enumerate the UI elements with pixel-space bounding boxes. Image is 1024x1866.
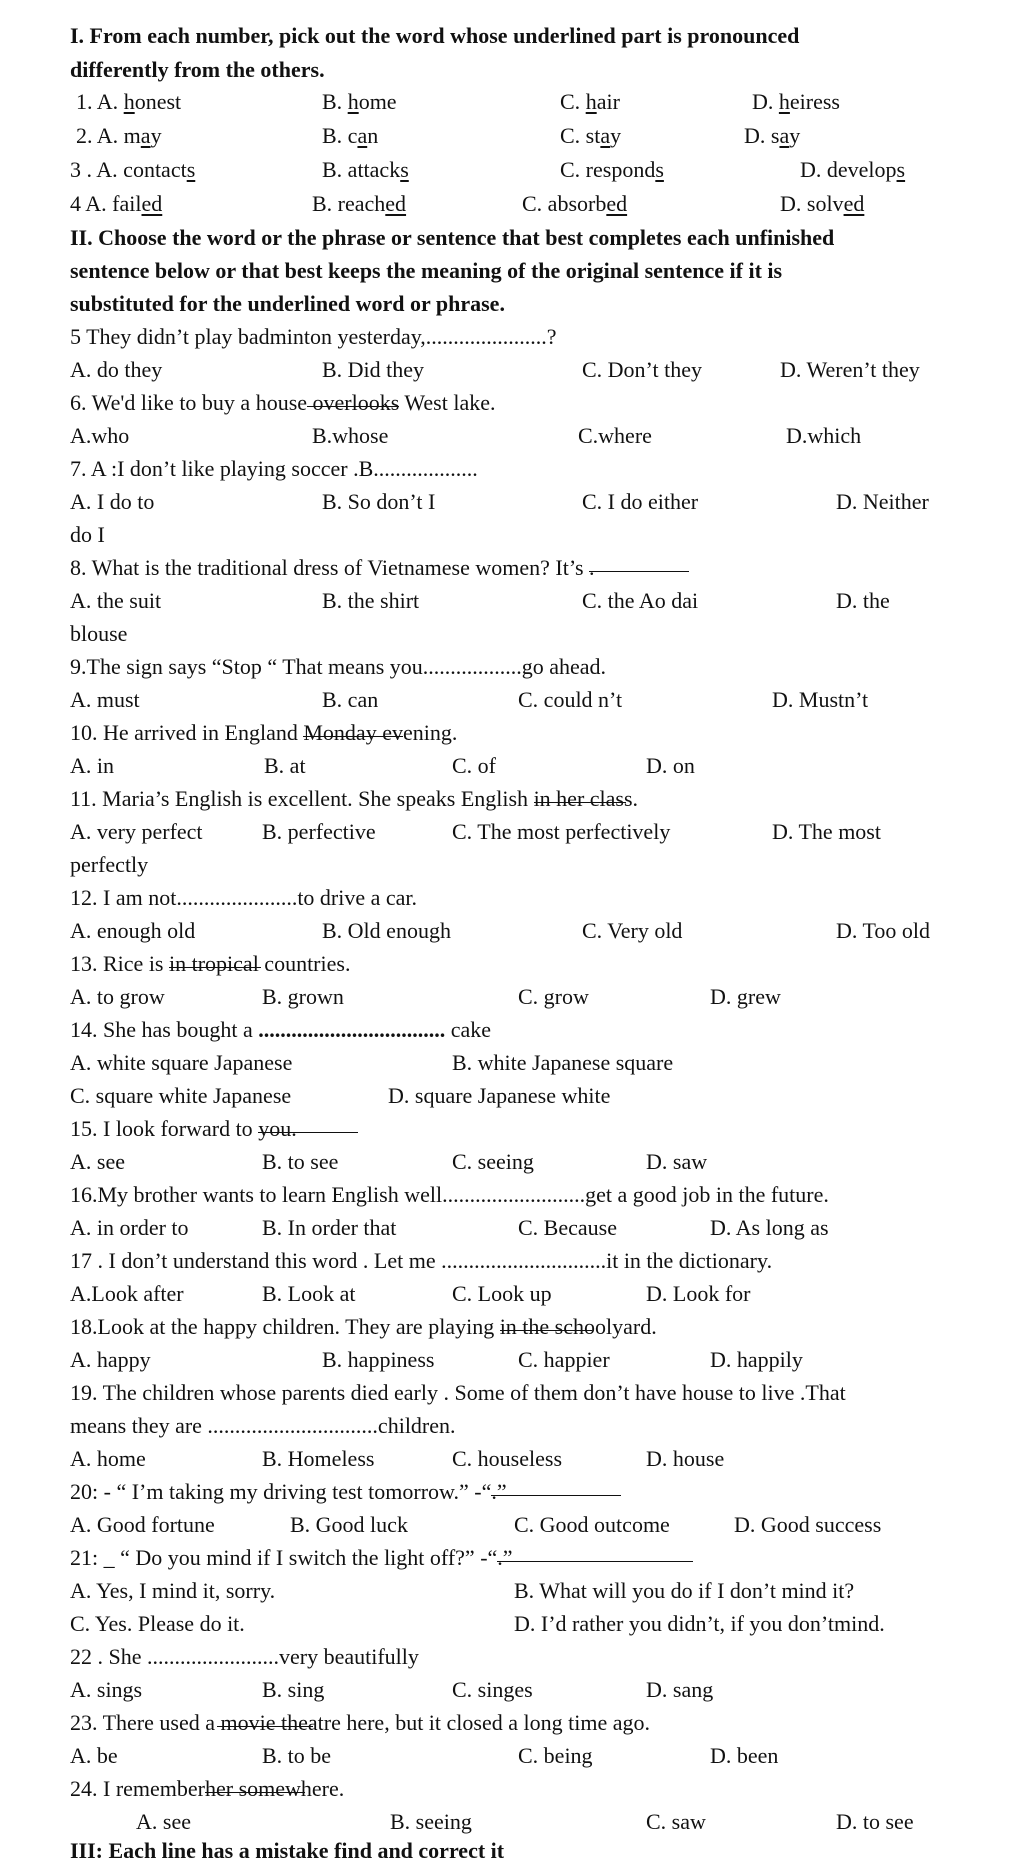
q16-option-a: A. in order to <box>70 1215 189 1240</box>
q22-option-d: D. sang <box>646 1677 714 1702</box>
q12-option-a: A. enough old <box>70 918 196 943</box>
q11-option-d: D. The most <box>772 819 881 844</box>
q2-option-d: D. say <box>744 123 801 148</box>
question-18-options <box>0 1345 1024 1375</box>
question-2 <box>0 121 1024 151</box>
question-5-stem: 5 They didn’t play badminton yesterday,......................? <box>70 324 557 349</box>
q4-option-a: 4 A. failed <box>70 191 163 216</box>
question-13-options <box>0 982 1024 1012</box>
question-24-options <box>0 1807 1024 1837</box>
question-9-options <box>0 685 1024 715</box>
q6-blank <box>307 388 399 407</box>
q16-option-d: D. As long as <box>710 1215 829 1240</box>
q18-stem: 18.Look at the happy children. They are playing in the schoolyard. <box>70 1314 657 1339</box>
q10-option-b: B. at <box>264 753 306 778</box>
q9-option-d: D. Mustn’t <box>772 687 869 712</box>
q23-blank <box>217 1708 313 1727</box>
question-1 <box>0 87 1024 117</box>
q22-option-c: C. singes <box>452 1677 533 1702</box>
q3-option-b: B. attacks <box>322 157 409 182</box>
question-21-stem <box>0 1543 1024 1573</box>
q14-option-d: D. square Japanese white <box>388 1083 611 1108</box>
question-15-stem <box>0 1114 1024 1144</box>
q14-option-c: C. square white Japanese <box>70 1083 292 1108</box>
q3-option-a: 3 . A. contacts <box>70 157 196 182</box>
q21-option-c: C. Yes. Please do it. <box>70 1611 245 1636</box>
q14-option-b: B. white Japanese square <box>452 1050 674 1075</box>
q10-option-c: C. of <box>452 753 496 778</box>
q8-option-a: A. the suit <box>70 588 162 613</box>
q7-option-a: A. I do to <box>70 489 155 514</box>
question-12-stem: 12. I am not......................to drive a car. <box>70 885 418 910</box>
q9-option-b: B. can <box>322 687 379 712</box>
q13-option-a: A. to grow <box>70 984 165 1009</box>
question-3 <box>0 155 1024 185</box>
q14-option-a: A. white square Japanese <box>70 1050 293 1075</box>
q5-option-c: C. Don’t they <box>582 357 702 382</box>
question-7-options <box>0 487 1024 517</box>
question-24-stem <box>0 1774 1024 1804</box>
q23-option-d: D. been <box>710 1743 779 1768</box>
q3-option-d: D. develops <box>800 157 906 182</box>
q4-option-c: C. absorbed <box>522 191 628 216</box>
q24-option-d: D. to see <box>836 1809 914 1834</box>
q18-blank <box>500 1312 592 1331</box>
q11-option-b: B. perfective <box>262 819 376 844</box>
q24-option-a: A. see <box>136 1809 191 1834</box>
q21-option-d: D. I’d rather you didn’t, if you don’tmind. <box>514 1611 885 1636</box>
q5-option-a: A. do they <box>70 357 163 382</box>
q1-option-d: D. heiress <box>752 89 840 114</box>
q15-stem: 15. I look forward to you. <box>70 1114 297 1144</box>
question-5-options <box>0 355 1024 385</box>
q20-option-d: D. Good success <box>734 1512 882 1537</box>
question-21-options-ab <box>0 1576 1024 1606</box>
question-19-stem2: means they are ...............................children. <box>70 1413 456 1438</box>
q11-option-a: A. very perfect <box>70 819 203 844</box>
question-10-options <box>0 751 1024 781</box>
q2-option-b: B. can <box>322 123 379 148</box>
question-8-stem <box>0 553 1024 583</box>
question-15-options <box>0 1147 1024 1177</box>
question-18-stem <box>0 1312 1024 1342</box>
question-6-stem <box>0 388 1024 418</box>
q2-option-a: 2. A. may <box>76 123 162 148</box>
q10-blank <box>303 718 403 737</box>
q1-option-b: B. home <box>322 89 397 114</box>
q12-option-c: C. Very old <box>582 918 683 943</box>
q9-option-a: A. must <box>70 687 140 712</box>
question-16-stem: 16.My brother wants to learn English well..........................get a good job in the future. <box>70 1182 829 1207</box>
q19-option-d: D. house <box>646 1446 725 1471</box>
q18-option-b: B. happiness <box>322 1347 435 1372</box>
q11-stem: 11. Maria’s English is excellent. She speaks English in her class. <box>70 786 639 811</box>
question-17-stem: 17 . I don’t understand this word . Let me ..............................it in the dictionary. <box>70 1248 773 1273</box>
q13-option-c: C. grow <box>518 984 589 1009</box>
q20-option-c: C. Good outcome <box>514 1512 670 1537</box>
question-17-options <box>0 1279 1024 1309</box>
q6-option-d: D.which <box>786 423 862 448</box>
q19-option-b: B. Homeless <box>262 1446 375 1471</box>
question-22-stem: 22 . She ........................very beautifully <box>70 1644 419 1669</box>
question-11-options <box>0 817 1024 847</box>
q1-option-c: C. hair <box>560 89 620 114</box>
q23-option-a: A. be <box>70 1743 118 1768</box>
q15-option-c: C. seeing <box>452 1149 534 1174</box>
q8-option-d: D. the <box>836 588 890 613</box>
q14-stem: 14. She has bought a .................................. cake <box>70 1017 491 1042</box>
q15-option-d: D. saw <box>646 1149 708 1174</box>
q13-option-d: D. grew <box>710 984 781 1009</box>
question-13-stem <box>0 949 1024 979</box>
q20-option-b: B. Good luck <box>290 1512 408 1537</box>
question-16-options <box>0 1213 1024 1243</box>
question-10-stem <box>0 718 1024 748</box>
q2-option-c: C. stay <box>560 123 622 148</box>
question-23-options <box>0 1741 1024 1771</box>
section1-title-line1: I. From each number, pick out the word whose underlined part is pronounced <box>70 23 800 48</box>
q17-option-d: D. Look for <box>646 1281 751 1306</box>
question-9-stem: 9.The sign says “Stop “ That means you..................go ahead. <box>70 654 607 679</box>
q24-option-c: C. saw <box>646 1809 706 1834</box>
question-8-options <box>0 586 1024 616</box>
question-11-wrap: perfectly <box>70 852 149 877</box>
q22-option-a: A. sings <box>70 1677 143 1702</box>
q18-option-c: C. happier <box>518 1347 610 1372</box>
q8-option-b: B. the shirt <box>322 588 420 613</box>
q19-option-a: A. home <box>70 1446 146 1471</box>
q23-option-b: B. to be <box>262 1743 332 1768</box>
q19-option-c: C. houseless <box>452 1446 562 1471</box>
section1-title-line2: differently from the others. <box>70 57 325 82</box>
q8-option-c: C. the Ao dai <box>582 588 699 613</box>
q4-option-d: D. solved <box>780 191 865 216</box>
question-14-options-ab <box>0 1048 1024 1078</box>
q17-option-a: A.Look after <box>70 1281 184 1306</box>
q21-blank <box>497 1543 693 1562</box>
q24-blank <box>205 1774 305 1793</box>
question-6-options <box>0 421 1024 451</box>
question-7-wrap: do I <box>70 522 105 547</box>
q11-option-c: C. The most perfectively <box>452 819 671 844</box>
q8-blank <box>589 553 689 572</box>
q5-option-d: D. Weren’t they <box>780 357 920 382</box>
q23-option-c: C. being <box>518 1743 593 1768</box>
q11-blank <box>534 784 626 803</box>
question-19-options <box>0 1444 1024 1474</box>
q24-stem: 24. I remember her somewhere. <box>70 1776 345 1801</box>
q20-option-a: A. Good fortune <box>70 1512 215 1537</box>
q12-option-d: D. Too old <box>836 918 931 943</box>
q13-stem: 13. Rice is in tropical countries. <box>70 951 351 976</box>
q4-option-b: B. reached <box>312 191 407 216</box>
q23-stem: 23. There used a movie theatre here, but it closed a long time ago. <box>70 1710 650 1735</box>
q16-option-c: C. Because <box>518 1215 617 1240</box>
q13-blank <box>169 949 261 968</box>
question-11-stem <box>0 784 1024 814</box>
q10-option-d: D. on <box>646 753 695 778</box>
q6-option-c: C.where <box>578 423 652 448</box>
q7-option-c: C. I do either <box>582 489 699 514</box>
q9-option-c: C. could n’t <box>518 687 623 712</box>
q1-option-a: 1. A. honest <box>76 89 182 114</box>
q8-stem: 8. What is the traditional dress of Vietnamese women? It’s . <box>70 553 595 583</box>
section2-title-line1: II. Choose the word or the phrase or sentence that best completes each unfinished <box>70 225 835 250</box>
q18-option-a: A. happy <box>70 1347 151 1372</box>
question-21-options-cd <box>0 1609 1024 1639</box>
q15-option-b: B. to see <box>262 1149 339 1174</box>
q15-blank <box>258 1114 358 1133</box>
q13-option-b: B. grown <box>262 984 344 1009</box>
q20-blank <box>491 1477 621 1496</box>
q20-stem: 20: - “ I’m taking my driving test tomorrow.” -“ .” <box>70 1477 507 1507</box>
q18-option-d: D. happily <box>710 1347 803 1372</box>
question-20-stem <box>0 1477 1024 1507</box>
section2-title-line3: substituted for the underlined word or phrase. <box>70 291 505 316</box>
q16-option-b: B. In order that <box>262 1215 397 1240</box>
question-22-options <box>0 1675 1024 1705</box>
question-4 <box>0 189 1024 219</box>
q3-option-c: C. responds <box>560 157 664 182</box>
q17-option-c: C. Look up <box>452 1281 552 1306</box>
q21-option-b: B. What will you do if I don’t mind it? <box>514 1578 855 1603</box>
question-19-stem: 19. The children whose parents died early . Some of them don’t have house to live .That <box>70 1380 846 1405</box>
q21-stem: 21: _ “ Do you mind if I switch the light off?” -“ .” <box>70 1543 513 1573</box>
q6-option-a: A.who <box>70 423 130 448</box>
q24-option-b: B. seeing <box>390 1809 472 1834</box>
q6-option-b: B.whose <box>312 423 389 448</box>
question-20-options <box>0 1510 1024 1540</box>
section3-title: III: Each line has a mistake find and correct it <box>70 1838 505 1863</box>
q17-option-b: B. Look at <box>262 1281 356 1306</box>
question-8-wrap: blouse <box>70 621 128 646</box>
q5-option-b: B. Did they <box>322 357 425 382</box>
section2-title-line2: sentence below or that best keeps the meaning of the original sentence if it is <box>70 258 783 283</box>
question-7-stem: 7. A :I don’t like playing soccer .B................... <box>70 456 478 481</box>
question-23-stem <box>0 1708 1024 1738</box>
question-12-options <box>0 916 1024 946</box>
q10-option-a: A. in <box>70 753 114 778</box>
question-14-stem <box>0 1015 1024 1045</box>
q15-option-a: A. see <box>70 1149 125 1174</box>
q21-option-a: A. Yes, I mind it, sorry. <box>70 1578 276 1603</box>
q22-option-b: B. sing <box>262 1677 325 1702</box>
q7-option-d: D. Neither <box>836 489 929 514</box>
q6-stem: 6. We'd like to buy a house overlooks West lake. <box>70 390 496 415</box>
question-14-options-cd <box>0 1081 1024 1111</box>
q7-option-b: B. So don’t I <box>322 489 436 514</box>
q12-option-b: B. Old enough <box>322 918 451 943</box>
q10-stem: 10. He arrived in England Monday evening. <box>70 720 458 745</box>
